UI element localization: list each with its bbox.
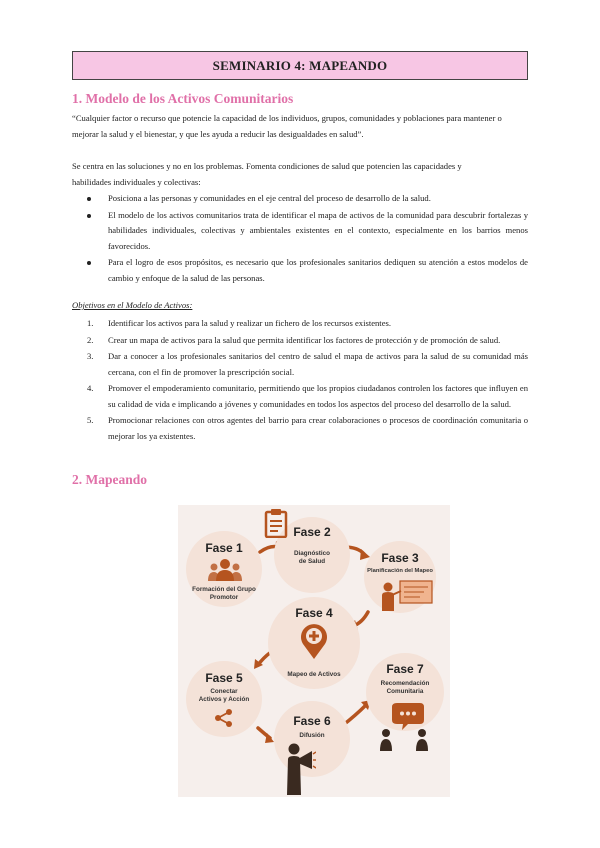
intro-paragraph <box>72 159 528 190</box>
intro-line-1: Se centra en las soluciones y no en los problemas. Fomenta condiciones de salud que potencien las capacidades y <box>72 161 462 171</box>
phase-2-title: Fase 2 <box>293 525 331 539</box>
phase-5-label: Conectar Activos y Acción <box>198 688 250 703</box>
bullet-item: Posiciona a las personas y comunidades en el eje central del proceso de desarrollo de la salud. <box>72 191 528 207</box>
people-group-icon <box>208 557 242 581</box>
intro-line-2: habilidades individuales y colectivas: <box>72 176 201 187</box>
objective-item: 5. Promocionar relaciones con otros agentes del barrio para crear colaboraciones o procesos de coordinación comunitaria o mejorar los ya existentes. <box>87 415 528 441</box>
presenter-icon <box>378 579 434 611</box>
bullet-dot-icon <box>87 214 91 218</box>
phase-4-title: Fase 4 <box>295 606 333 620</box>
phase-6-title: Fase 6 <box>293 714 331 728</box>
phase-3-label: Planificación del Mapeo <box>367 568 433 574</box>
bullet-item: El modelo de los activos comunitarios trata de identificar el mapa de activos de la comunidad para descubrir fortalezas y habilidades individuales, colectivas y ambientales existentes en el contexto, especialmente en los barrios menos favorecidos. <box>72 208 528 255</box>
phase-3-title: Fase 3 <box>381 551 419 565</box>
map-pin-plus-icon <box>299 622 329 660</box>
objective-item: 3. Dar a conocer a los profesionales sanitarios del centro de salud el mapa de activos para la salud de su comunidad más cercana, con el fin de promover la prescripción social. <box>87 351 528 377</box>
section1-heading: 1. Modelo de los Activos Comunitarios <box>72 91 294 106</box>
objective-item: 2. Crear un mapa de activos para la salud que permita identificar los factores de protección y de promoción de salud. <box>87 334 501 345</box>
speech-bubble-people-icon <box>378 703 432 751</box>
objectives-title: Objetivos en el Modelo de Activos: <box>72 300 193 310</box>
megaphone-person-icon <box>282 741 316 795</box>
objective-item: 1. Identificar los activos para la salud y realizar un fichero de los recursos existentes. <box>87 318 392 328</box>
document-title: SEMINARIO 4: MAPEANDO <box>72 51 528 80</box>
bullet-list <box>72 191 528 287</box>
phase-5-title: Fase 5 <box>205 671 243 685</box>
objectives-list <box>72 316 528 445</box>
phase-1-label: Formación del Grupo Promotor <box>192 586 256 601</box>
phase-6-label: Difusión <box>299 732 325 739</box>
objective-item: 4. Promover el empoderamiento comunitario, permitiendo que los propios ciudadanos controlen los factores que influyen en su calidad de vida e implicando a jóvenes y comunidades en todos los aspectos del proceso del desarrollo de la salud. <box>87 383 528 409</box>
quote-line-2: mejorar la salud y el bienestar, y que les ayuda a reducir las desigualdades en salud”. <box>72 128 364 139</box>
phase-7-label: Recomendación Comunitaria <box>380 680 430 695</box>
section2-heading: 2. Mapeando <box>72 472 148 487</box>
phase-1-title: Fase 1 <box>205 541 243 555</box>
mapeando-diagram <box>178 505 450 797</box>
bullet-item: Para el logro de esos propósitos, es necesario que los profesionales sanitarios dediquen su atención a estos modelos de cambio y enfoque de la salud de las personas. <box>72 255 528 286</box>
share-icon <box>214 708 234 728</box>
quote-line-1: “Cualquier factor o recurso que potencie la capacidad de los individuos, grupos, comunidades y poblaciones para mantener o <box>72 113 502 123</box>
bullet-dot-icon <box>87 261 91 265</box>
quote <box>72 111 528 142</box>
phase-2-label: Diagnóstico de Salud <box>293 550 331 565</box>
bullet-dot-icon <box>87 197 91 201</box>
phase-7-title: Fase 7 <box>386 662 424 676</box>
phase-4-label: Mapeo de Activos <box>287 671 341 678</box>
